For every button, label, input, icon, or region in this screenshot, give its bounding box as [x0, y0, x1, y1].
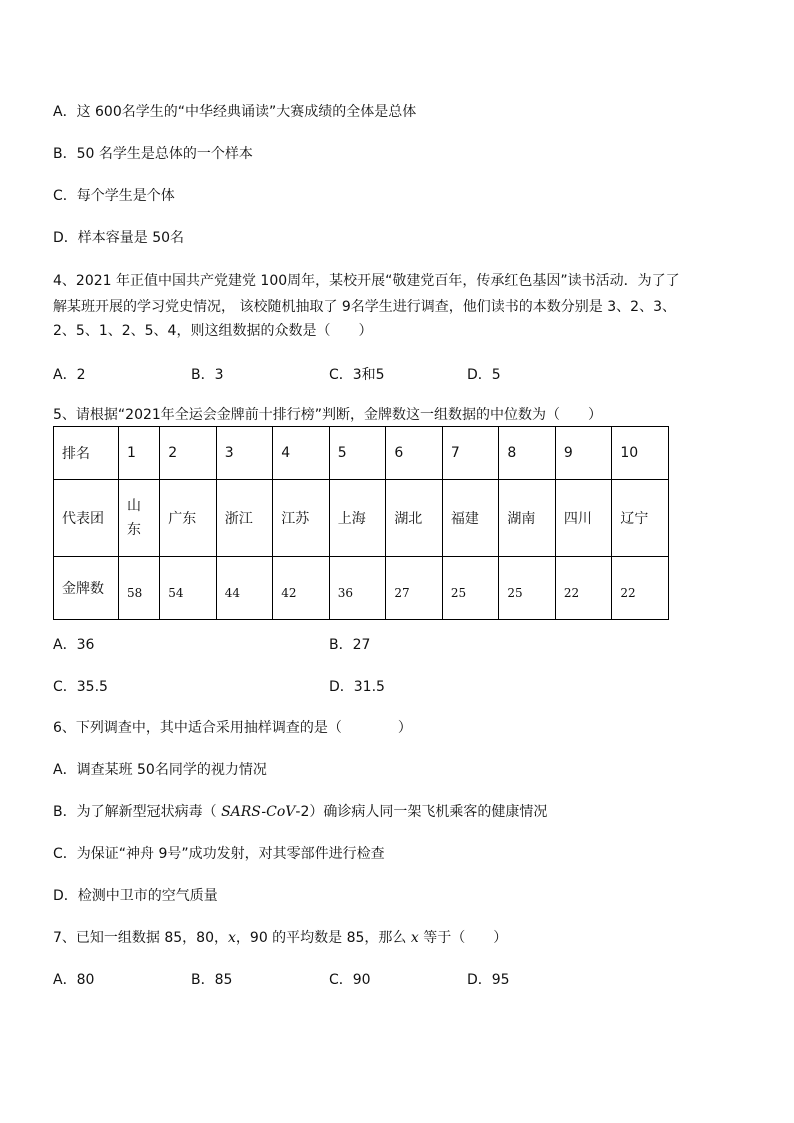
q5-option-a: A．36 [53, 637, 95, 653]
row-label-team: 代表团 [54, 480, 119, 557]
q7-option-a: A．80 [53, 972, 95, 988]
row-label-rank: 排名 [54, 427, 119, 480]
gold-cell: 42 [273, 557, 330, 620]
rank-cell: 3 [216, 427, 273, 480]
rank-cell: 10 [612, 427, 669, 480]
gold-cell: 22 [555, 557, 612, 620]
q3-option-c: C．每个学生是个体 [53, 188, 175, 204]
team-cell: 辽宁 [612, 480, 669, 557]
q6-option-a: A．调查某班 50名同学的视力情况 [53, 762, 267, 778]
row-label-gold: 金牌数 [54, 557, 119, 620]
gold-cell: 58 [119, 557, 160, 620]
team-name: 山东 [127, 498, 141, 538]
team-cell: 福建 [442, 480, 499, 557]
q7-stem-text-3: 等于（ ） [418, 930, 508, 946]
rank-cell: 8 [499, 427, 556, 480]
rank-cell: 2 [160, 427, 217, 480]
q3-option-b: B．50 名学生是总体的一个样本 [53, 146, 253, 162]
rank-cell: 9 [555, 427, 612, 480]
q6-option-b [53, 801, 547, 821]
rank-cell: 1 [119, 427, 160, 480]
q4-option-d: D．5 [467, 367, 501, 383]
q4-stem-line-2: 解某班开展的学习党史情况， 该校随机抽取了 9名学生进行调查，他们读书的本数分别是 3、2、3、 [53, 299, 676, 315]
q4-stem-line-3: 2、5、1、2、5、4，则这组数据的众数是（ ） [53, 323, 373, 339]
table-row-gold [54, 557, 669, 620]
q6-option-b-text-1: B．为了解新型冠状病毒（ [53, 804, 222, 820]
gold-cell: 27 [386, 557, 443, 620]
q4-option-c: C．3和5 [329, 367, 385, 383]
team-cell: 江苏 [273, 480, 330, 557]
q5-option-b: B．27 [329, 637, 371, 653]
team-cell: 上海 [329, 480, 386, 557]
team-cell: 浙江 [216, 480, 273, 557]
q4-option-a: A．2 [53, 367, 86, 383]
rank-cell: 5 [329, 427, 386, 480]
q6-option-c: C．为保证“神舟 9号”成功发射，对其零部件进行检查 [53, 846, 385, 862]
q4-option-b: B．3 [191, 367, 224, 383]
team-cell: 湖北 [386, 480, 443, 557]
q7-variable-x: x [228, 930, 236, 946]
rank-cell: 6 [386, 427, 443, 480]
gold-cell: 36 [329, 557, 386, 620]
table-row-rank [54, 427, 669, 480]
q7-option-c: C．90 [329, 972, 371, 988]
gold-cell: 25 [499, 557, 556, 620]
q7-variable-x: x [410, 930, 419, 946]
q7-stem [53, 927, 507, 947]
q7-option-d: D．95 [467, 972, 510, 988]
q7-stem-text-2: ，90 的平均数是 85，那么 [235, 930, 411, 946]
team-cell: 湖南 [499, 480, 556, 557]
rank-cell: 4 [273, 427, 330, 480]
table-row-team [54, 480, 669, 557]
q5-option-d: D．31.5 [329, 679, 385, 695]
team-cell: 四川 [555, 480, 612, 557]
q3-option-a: A．这 600名学生的“中华经典诵读”大赛成绩的全体是总体 [53, 104, 417, 120]
q3-option-d: D．样本容量是 50名 [53, 230, 185, 246]
q6-stem: 6、下列调查中，其中适合采用抽样调查的是（ ） [53, 720, 412, 736]
q7-option-b: B．85 [191, 972, 233, 988]
rank-cell: 7 [442, 427, 499, 480]
q4-stem-line-1: 4、2021 年正值中国共产党建党 100周年，某校开展“敬建党百年，传承红色基因”读书活动．为了了 [53, 273, 680, 289]
q5-stem: 5、请根据“2021年全运会金牌前十排行榜”判断，金牌数这一组数据的中位数为（ ） [53, 407, 603, 423]
gold-cell: 22 [612, 557, 669, 620]
team-cell: 广东 [160, 480, 217, 557]
gold-cell: 54 [160, 557, 217, 620]
team-cell [119, 480, 160, 557]
q5-option-c: C．35.5 [53, 679, 108, 695]
q6-option-b-virus-name: SARS-CoV [221, 804, 296, 820]
gold-cell: 25 [442, 557, 499, 620]
q6-option-b-text-2: -2）确诊病人同一架飞机乘客的健康情况 [295, 804, 548, 820]
q7-stem-text-1: 7、已知一组数据 85，80， [53, 930, 228, 946]
q6-option-d: D．检测中卫市的空气质量 [53, 888, 218, 904]
medal-table [53, 426, 669, 620]
gold-cell: 44 [216, 557, 273, 620]
